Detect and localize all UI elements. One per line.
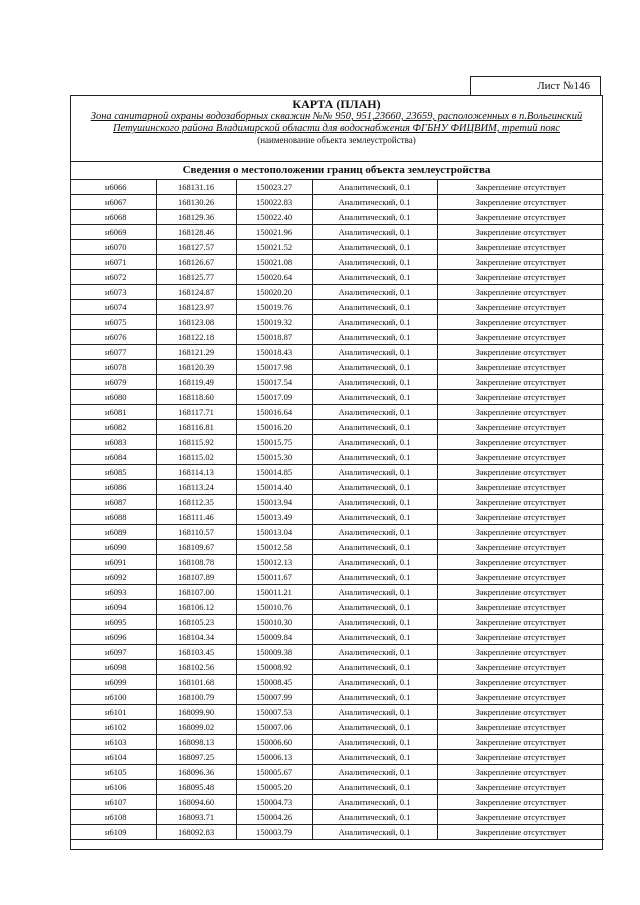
table-row xyxy=(71,750,604,765)
point-id-cell: н6078 xyxy=(71,360,156,375)
x-coordinate-cell: 168117.71 xyxy=(156,405,236,420)
map-subtitle: (наименование объекта землеустройства) xyxy=(257,135,416,145)
y-coordinate-cell: 150010.30 xyxy=(236,615,312,630)
method-cell: Аналитический, 0.1 xyxy=(312,390,437,405)
point-id-cell: н6082 xyxy=(71,420,156,435)
y-coordinate-cell: 150013.49 xyxy=(236,510,312,525)
table-row xyxy=(71,450,604,465)
y-coordinate-cell: 150005.67 xyxy=(236,765,312,780)
fixation-cell: Закрепление отсутствует xyxy=(437,720,604,735)
fixation-cell: Закрепление отсутствует xyxy=(437,780,604,795)
x-coordinate-cell: 168130.26 xyxy=(156,195,236,210)
method-cell: Аналитический, 0.1 xyxy=(312,825,437,840)
fixation-cell: Закрепление отсутствует xyxy=(437,345,604,360)
point-id-cell: н6091 xyxy=(71,555,156,570)
fixation-cell: Закрепление отсутствует xyxy=(437,660,604,675)
point-id-cell: н6087 xyxy=(71,495,156,510)
table-row xyxy=(71,585,604,600)
fixation-cell: Закрепление отсутствует xyxy=(437,210,604,225)
method-cell: Аналитический, 0.1 xyxy=(312,285,437,300)
fixation-cell: Закрепление отсутствует xyxy=(437,525,604,540)
method-cell: Аналитический, 0.1 xyxy=(312,615,437,630)
method-cell: Аналитический, 0.1 xyxy=(312,690,437,705)
table-row xyxy=(71,300,604,315)
fixation-cell: Закрепление отсутствует xyxy=(437,240,604,255)
y-coordinate-cell: 150021.52 xyxy=(236,240,312,255)
table-row xyxy=(71,600,604,615)
point-id-cell: н6094 xyxy=(71,600,156,615)
fixation-cell: Закрепление отсутствует xyxy=(437,555,604,570)
x-coordinate-cell: 168095.48 xyxy=(156,780,236,795)
y-coordinate-cell: 150023.27 xyxy=(236,180,312,195)
x-coordinate-cell: 168111.46 xyxy=(156,510,236,525)
y-coordinate-cell: 150006.13 xyxy=(236,750,312,765)
x-coordinate-cell: 168123.97 xyxy=(156,300,236,315)
point-id-cell: н6079 xyxy=(71,375,156,390)
point-id-cell: н6066 xyxy=(71,180,156,195)
fixation-cell: Закрепление отсутствует xyxy=(437,435,604,450)
y-coordinate-cell: 150008.45 xyxy=(236,675,312,690)
fixation-cell: Закрепление отсутствует xyxy=(437,645,604,660)
point-id-cell: н6100 xyxy=(71,690,156,705)
table-row xyxy=(71,720,604,735)
sheet-number xyxy=(470,76,601,95)
method-cell: Аналитический, 0.1 xyxy=(312,735,437,750)
table-row xyxy=(71,375,604,390)
fixation-cell: Закрепление отсутствует xyxy=(437,450,604,465)
table-row xyxy=(71,240,604,255)
fixation-cell: Закрепление отсутствует xyxy=(437,300,604,315)
y-coordinate-cell: 150007.99 xyxy=(236,690,312,705)
point-id-cell: н6084 xyxy=(71,450,156,465)
table-row xyxy=(71,735,604,750)
x-coordinate-cell: 168115.92 xyxy=(156,435,236,450)
x-coordinate-cell: 168124.87 xyxy=(156,285,236,300)
y-coordinate-cell: 150011.21 xyxy=(236,585,312,600)
method-cell: Аналитический, 0.1 xyxy=(312,570,437,585)
x-coordinate-cell: 168113.24 xyxy=(156,480,236,495)
y-coordinate-cell: 150020.64 xyxy=(236,270,312,285)
point-id-cell: н6105 xyxy=(71,765,156,780)
point-id-cell: н6104 xyxy=(71,750,156,765)
point-id-cell: н6103 xyxy=(71,735,156,750)
coordinates-table-body xyxy=(71,180,604,840)
y-coordinate-cell: 150013.04 xyxy=(236,525,312,540)
y-coordinate-cell: 150005.20 xyxy=(236,780,312,795)
table-row xyxy=(71,420,604,435)
x-coordinate-cell: 168120.39 xyxy=(156,360,236,375)
method-cell: Аналитический, 0.1 xyxy=(312,240,437,255)
y-coordinate-cell: 150018.43 xyxy=(236,345,312,360)
table-row xyxy=(71,525,604,540)
y-coordinate-cell: 150016.20 xyxy=(236,420,312,435)
map-description: Зона санитарной охраны водозаборных скважин №№ 950, 951,23660, 23659, расположенных в п.Вольгинский Петушинского района Владимирской области для водоснабжения ФГБНУ ФИЦВИМ, третий пояс xyxy=(90,111,583,134)
table-row xyxy=(71,690,604,705)
method-cell: Аналитический, 0.1 xyxy=(312,495,437,510)
table-row xyxy=(71,435,604,450)
point-id-cell: н6086 xyxy=(71,480,156,495)
x-coordinate-cell: 168093.71 xyxy=(156,810,236,825)
y-coordinate-cell: 150009.84 xyxy=(236,630,312,645)
fixation-cell: Закрепление отсутствует xyxy=(437,615,604,630)
x-coordinate-cell: 168105.23 xyxy=(156,615,236,630)
point-id-cell: н6085 xyxy=(71,465,156,480)
method-cell: Аналитический, 0.1 xyxy=(312,255,437,270)
table-row xyxy=(71,825,604,840)
y-coordinate-cell: 150012.58 xyxy=(236,540,312,555)
x-coordinate-cell: 168115.02 xyxy=(156,450,236,465)
method-cell: Аналитический, 0.1 xyxy=(312,480,437,495)
y-coordinate-cell: 150009.38 xyxy=(236,645,312,660)
x-coordinate-cell: 168126.67 xyxy=(156,255,236,270)
fixation-cell: Закрепление отсутствует xyxy=(437,750,604,765)
x-coordinate-cell: 168128.46 xyxy=(156,225,236,240)
method-cell: Аналитический, 0.1 xyxy=(312,195,437,210)
table-row xyxy=(71,810,604,825)
fixation-cell: Закрепление отсутствует xyxy=(437,285,604,300)
fixation-cell: Закрепление отсутствует xyxy=(437,765,604,780)
table-row xyxy=(71,615,604,630)
fixation-cell: Закрепление отсутствует xyxy=(437,180,604,195)
x-coordinate-cell: 168121.29 xyxy=(156,345,236,360)
point-id-cell: н6071 xyxy=(71,255,156,270)
method-cell: Аналитический, 0.1 xyxy=(312,315,437,330)
fixation-cell: Закрепление отсутствует xyxy=(437,420,604,435)
point-id-cell: н6072 xyxy=(71,270,156,285)
x-coordinate-cell: 168100.79 xyxy=(156,690,236,705)
table-row xyxy=(71,390,604,405)
x-coordinate-cell: 168110.57 xyxy=(156,525,236,540)
method-cell: Аналитический, 0.1 xyxy=(312,465,437,480)
method-cell: Аналитический, 0.1 xyxy=(312,225,437,240)
point-id-cell: н6077 xyxy=(71,345,156,360)
fixation-cell: Закрепление отсутствует xyxy=(437,810,604,825)
method-cell: Аналитический, 0.1 xyxy=(312,330,437,345)
x-coordinate-cell: 168099.90 xyxy=(156,705,236,720)
x-coordinate-cell: 168094.60 xyxy=(156,795,236,810)
x-coordinate-cell: 168107.89 xyxy=(156,570,236,585)
document-frame xyxy=(70,95,603,850)
point-id-cell: н6075 xyxy=(71,315,156,330)
x-coordinate-cell: 168119.49 xyxy=(156,375,236,390)
x-coordinate-cell: 168114.13 xyxy=(156,465,236,480)
fixation-cell: Закрепление отсутствует xyxy=(437,585,604,600)
fixation-cell: Закрепление отсутствует xyxy=(437,465,604,480)
y-coordinate-cell: 150017.09 xyxy=(236,390,312,405)
point-id-cell: н6090 xyxy=(71,540,156,555)
table-row xyxy=(71,405,604,420)
point-id-cell: н6076 xyxy=(71,330,156,345)
fixation-cell: Закрепление отсутствует xyxy=(437,360,604,375)
point-id-cell: н6108 xyxy=(71,810,156,825)
y-coordinate-cell: 150019.32 xyxy=(236,315,312,330)
method-cell: Аналитический, 0.1 xyxy=(312,675,437,690)
x-coordinate-cell: 168104.34 xyxy=(156,630,236,645)
point-id-cell: н6109 xyxy=(71,825,156,840)
x-coordinate-cell: 168099.02 xyxy=(156,720,236,735)
fixation-cell: Закрепление отсутствует xyxy=(437,375,604,390)
point-id-cell: н6106 xyxy=(71,780,156,795)
y-coordinate-cell: 150006.60 xyxy=(236,735,312,750)
method-cell: Аналитический, 0.1 xyxy=(312,600,437,615)
table-row xyxy=(71,510,604,525)
method-cell: Аналитический, 0.1 xyxy=(312,585,437,600)
method-cell: Аналитический, 0.1 xyxy=(312,660,437,675)
table-row xyxy=(71,360,604,375)
table-row xyxy=(71,660,604,675)
y-coordinate-cell: 150014.85 xyxy=(236,465,312,480)
point-id-cell: н6097 xyxy=(71,645,156,660)
table-row xyxy=(71,330,604,345)
fixation-cell: Закрепление отсутствует xyxy=(437,630,604,645)
point-id-cell: н6081 xyxy=(71,405,156,420)
y-coordinate-cell: 150015.75 xyxy=(236,435,312,450)
method-cell: Аналитический, 0.1 xyxy=(312,795,437,810)
x-coordinate-cell: 168108.78 xyxy=(156,555,236,570)
x-coordinate-cell: 168096.36 xyxy=(156,765,236,780)
y-coordinate-cell: 150004.26 xyxy=(236,810,312,825)
y-coordinate-cell: 150020.20 xyxy=(236,285,312,300)
table-row xyxy=(71,225,604,240)
table-row xyxy=(71,675,604,690)
table-row xyxy=(71,285,604,300)
method-cell: Аналитический, 0.1 xyxy=(312,435,437,450)
sheet-number-label: Лист №146 xyxy=(537,80,590,92)
point-id-cell: н6101 xyxy=(71,705,156,720)
map-header xyxy=(71,96,602,162)
y-coordinate-cell: 150007.53 xyxy=(236,705,312,720)
x-coordinate-cell: 168127.57 xyxy=(156,240,236,255)
fixation-cell: Закрепление отсутствует xyxy=(437,600,604,615)
point-id-cell: н6067 xyxy=(71,195,156,210)
point-id-cell: н6068 xyxy=(71,210,156,225)
y-coordinate-cell: 150004.73 xyxy=(236,795,312,810)
method-cell: Аналитический, 0.1 xyxy=(312,510,437,525)
method-cell: Аналитический, 0.1 xyxy=(312,450,437,465)
table-row xyxy=(71,765,604,780)
method-cell: Аналитический, 0.1 xyxy=(312,420,437,435)
table-row xyxy=(71,270,604,285)
table-row xyxy=(71,705,604,720)
fixation-cell: Закрепление отсутствует xyxy=(437,255,604,270)
y-coordinate-cell: 150018.87 xyxy=(236,330,312,345)
point-id-cell: н6074 xyxy=(71,300,156,315)
method-cell: Аналитический, 0.1 xyxy=(312,345,437,360)
x-coordinate-cell: 168098.13 xyxy=(156,735,236,750)
point-id-cell: н6098 xyxy=(71,660,156,675)
y-coordinate-cell: 150010.76 xyxy=(236,600,312,615)
y-coordinate-cell: 150019.76 xyxy=(236,300,312,315)
y-coordinate-cell: 150003.79 xyxy=(236,825,312,840)
method-cell: Аналитический, 0.1 xyxy=(312,765,437,780)
table-row xyxy=(71,195,604,210)
table-row xyxy=(71,180,604,195)
x-coordinate-cell: 168118.60 xyxy=(156,390,236,405)
fixation-cell: Закрепление отсутствует xyxy=(437,570,604,585)
x-coordinate-cell: 168106.12 xyxy=(156,600,236,615)
section-title: Сведения о местоположении границ объекта землеустройства xyxy=(71,162,602,180)
fixation-cell: Закрепление отсутствует xyxy=(437,315,604,330)
x-coordinate-cell: 168123.08 xyxy=(156,315,236,330)
x-coordinate-cell: 168122.18 xyxy=(156,330,236,345)
table-row xyxy=(71,780,604,795)
table-row xyxy=(71,255,604,270)
table-row xyxy=(71,555,604,570)
table-row xyxy=(71,570,604,585)
y-coordinate-cell: 150008.92 xyxy=(236,660,312,675)
point-id-cell: н6083 xyxy=(71,435,156,450)
y-coordinate-cell: 150017.54 xyxy=(236,375,312,390)
x-coordinate-cell: 168112.35 xyxy=(156,495,236,510)
fixation-cell: Закрепление отсутствует xyxy=(437,330,604,345)
method-cell: Аналитический, 0.1 xyxy=(312,300,437,315)
fixation-cell: Закрепление отсутствует xyxy=(437,225,604,240)
point-id-cell: н6096 xyxy=(71,630,156,645)
x-coordinate-cell: 168125.77 xyxy=(156,270,236,285)
y-coordinate-cell: 150016.64 xyxy=(236,405,312,420)
fixation-cell: Закрепление отсутствует xyxy=(437,510,604,525)
x-coordinate-cell: 168102.56 xyxy=(156,660,236,675)
table-row xyxy=(71,540,604,555)
fixation-cell: Закрепление отсутствует xyxy=(437,735,604,750)
x-coordinate-cell: 168092.83 xyxy=(156,825,236,840)
fixation-cell: Закрепление отсутствует xyxy=(437,405,604,420)
point-id-cell: н6080 xyxy=(71,390,156,405)
point-id-cell: н6070 xyxy=(71,240,156,255)
x-coordinate-cell: 168103.45 xyxy=(156,645,236,660)
x-coordinate-cell: 168116.81 xyxy=(156,420,236,435)
table-row xyxy=(71,480,604,495)
method-cell: Аналитический, 0.1 xyxy=(312,405,437,420)
y-coordinate-cell: 150007.06 xyxy=(236,720,312,735)
method-cell: Аналитический, 0.1 xyxy=(312,705,437,720)
point-id-cell: н6095 xyxy=(71,615,156,630)
y-coordinate-cell: 150015.30 xyxy=(236,450,312,465)
x-coordinate-cell: 168101.68 xyxy=(156,675,236,690)
point-id-cell: н6069 xyxy=(71,225,156,240)
y-coordinate-cell: 150014.40 xyxy=(236,480,312,495)
table-row xyxy=(71,210,604,225)
fixation-cell: Закрепление отсутствует xyxy=(437,270,604,285)
fixation-cell: Закрепление отсутствует xyxy=(437,675,604,690)
y-coordinate-cell: 150022.40 xyxy=(236,210,312,225)
point-id-cell: н6102 xyxy=(71,720,156,735)
method-cell: Аналитический, 0.1 xyxy=(312,555,437,570)
point-id-cell: н6073 xyxy=(71,285,156,300)
y-coordinate-cell: 150017.98 xyxy=(236,360,312,375)
method-cell: Аналитический, 0.1 xyxy=(312,750,437,765)
method-cell: Аналитический, 0.1 xyxy=(312,360,437,375)
method-cell: Аналитический, 0.1 xyxy=(312,525,437,540)
point-id-cell: н6089 xyxy=(71,525,156,540)
method-cell: Аналитический, 0.1 xyxy=(312,630,437,645)
y-coordinate-cell: 150021.08 xyxy=(236,255,312,270)
fixation-cell: Закрепление отсутствует xyxy=(437,795,604,810)
x-coordinate-cell: 168097.25 xyxy=(156,750,236,765)
point-id-cell: н6107 xyxy=(71,795,156,810)
fixation-cell: Закрепление отсутствует xyxy=(437,690,604,705)
y-coordinate-cell: 150022.83 xyxy=(236,195,312,210)
table-row xyxy=(71,795,604,810)
table-row xyxy=(71,465,604,480)
fixation-cell: Закрепление отсутствует xyxy=(437,390,604,405)
x-coordinate-cell: 168129.36 xyxy=(156,210,236,225)
fixation-cell: Закрепление отсутствует xyxy=(437,195,604,210)
method-cell: Аналитический, 0.1 xyxy=(312,720,437,735)
table-row xyxy=(71,315,604,330)
method-cell: Аналитический, 0.1 xyxy=(312,540,437,555)
point-id-cell: н6092 xyxy=(71,570,156,585)
fixation-cell: Закрепление отсутствует xyxy=(437,495,604,510)
y-coordinate-cell: 150013.94 xyxy=(236,495,312,510)
y-coordinate-cell: 150021.96 xyxy=(236,225,312,240)
fixation-cell: Закрепление отсутствует xyxy=(437,540,604,555)
method-cell: Аналитический, 0.1 xyxy=(312,210,437,225)
method-cell: Аналитический, 0.1 xyxy=(312,810,437,825)
point-id-cell: н6099 xyxy=(71,675,156,690)
point-id-cell: н6088 xyxy=(71,510,156,525)
method-cell: Аналитический, 0.1 xyxy=(312,375,437,390)
coordinates-table xyxy=(71,180,604,840)
fixation-cell: Закрепление отсутствует xyxy=(437,825,604,840)
table-row xyxy=(71,345,604,360)
method-cell: Аналитический, 0.1 xyxy=(312,180,437,195)
point-id-cell: н6093 xyxy=(71,585,156,600)
x-coordinate-cell: 168109.67 xyxy=(156,540,236,555)
table-row xyxy=(71,645,604,660)
x-coordinate-cell: 168107.00 xyxy=(156,585,236,600)
y-coordinate-cell: 150012.13 xyxy=(236,555,312,570)
table-row xyxy=(71,630,604,645)
method-cell: Аналитический, 0.1 xyxy=(312,780,437,795)
table-row xyxy=(71,495,604,510)
map-title: КАРТА (ПЛАН) xyxy=(292,97,381,111)
x-coordinate-cell: 168131.16 xyxy=(156,180,236,195)
fixation-cell: Закрепление отсутствует xyxy=(437,480,604,495)
method-cell: Аналитический, 0.1 xyxy=(312,270,437,285)
y-coordinate-cell: 150011.67 xyxy=(236,570,312,585)
fixation-cell: Закрепление отсутствует xyxy=(437,705,604,720)
method-cell: Аналитический, 0.1 xyxy=(312,645,437,660)
